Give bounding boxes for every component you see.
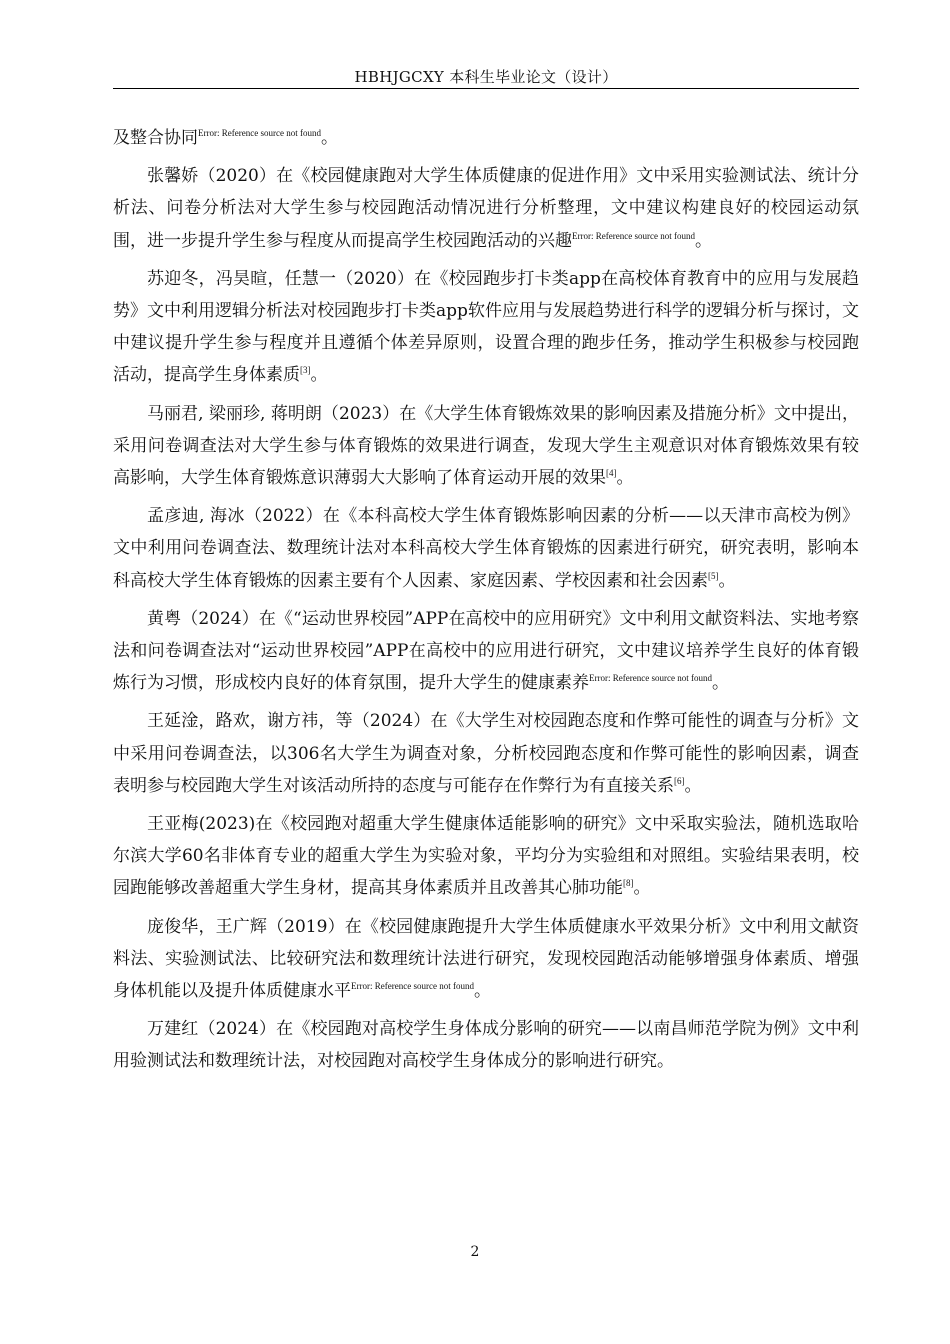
- paragraph-tail: 。: [473, 981, 491, 1002]
- paragraph-text: 孟彦迪, 海冰（2022）在《本科高校大学生体育锻炼影响因素的分析——以天津市高校为例》文中利用问卷调查法、数理统计法对本科高校大学生体育锻炼的因素进行研究，研究表明，影响本科高校大学生体育锻炼的因素主要有个人因素、家庭因素、学校因素和社会因素: [113, 506, 859, 591]
- paragraph-text: 庞俊华，王广辉（2019）在《校园健康跑提升大学生体质健康水平效果分析》文中利用文献资料法、实验测试法、比较研究法和数理统计法进行研究，发现校园跑活动能够增强身体素质、增强身体机能以及提升体质健康水平: [113, 916, 859, 1002]
- page-number: 2: [470, 1244, 480, 1260]
- paragraph-ma: [113, 398, 859, 495]
- citation-note: [8]: [623, 878, 634, 889]
- paragraph-tail: 。: [711, 673, 729, 694]
- paragraph-continuation: [113, 122, 859, 154]
- citation-note: Error: Reference source not found: [351, 981, 474, 992]
- paragraph-text: 万建红（2024）在《校园跑对高校学生身体成分影响的研究——以南昌师范学院为例》文中利用验测试法和数理统计法，对校园跑对高校学生身体成分的影响进行研究。: [113, 1019, 859, 1072]
- paragraph-text: 苏迎冬，冯昊暄，任慧一（2020）在《校园跑步打卡类app在高校体育教育中的应用与发展趋势》文中利用逻辑分析法对校园跑步打卡类app软件应用与发展趋势进行科学的逻辑分析与探讨，文中建议提升学生参与程度并且遵循个体差异原则，设置合理的跑步任务，推动学生积极参与校园跑活动，提高学生身体素质: [113, 268, 859, 386]
- paragraph-text: 马丽君, 梁丽珍, 蒋明朗（2023）在《大学生体育锻炼效果的影响因素及措施分析》文中提出，采用问卷调查法对大学生参与体育锻炼的效果进行调查，发现大学生主观意识对体育锻炼效果有较高影响，大学生体育锻炼意识薄弱大大影响了体育运动开展的效果: [113, 403, 859, 489]
- paragraph-wan: [113, 1013, 859, 1077]
- paragraph-su: [113, 263, 859, 392]
- paragraph-tail: 。: [320, 128, 338, 148]
- paragraph-huang: [113, 603, 859, 700]
- paragraph-wang-yangan: [113, 705, 859, 802]
- citation-note: [4]: [606, 468, 617, 479]
- paragraph-tail: 。: [310, 365, 328, 386]
- paragraph-pang: [113, 911, 859, 1008]
- paragraph-text: 王亚梅(2023)在《校园跑对超重大学生健康体适能影响的研究》文中采取实验法，随机选取哈尔滨大学60名非体育专业的超重大学生为实验对象，平均分为实验组和对照组。实验结果表明，校园跑能够改善超重大学生身材，提高其身体素质并且改善其心肺功能: [113, 814, 859, 899]
- paragraph-text: 黄粤（2024）在《“运动世界校园”APP在高校中的应用研究》文中利用文献资料法、实地考察法和问卷调查法对“运动世界校园”APP在高校中的应用进行研究，文中建议培养学生良好的体育锻炼行为习惯，形成校内良好的体育氛围，提升大学生的健康素养: [113, 608, 859, 694]
- citation-note: Error: Reference source not found: [572, 230, 695, 241]
- citation-note: Error: Reference source not found: [589, 673, 712, 684]
- paragraph-tail: 。: [616, 468, 634, 489]
- paragraph-zhang: [113, 160, 859, 257]
- body-text: [113, 122, 859, 1084]
- paragraph-text: 及整合协同: [113, 128, 198, 148]
- paragraph-text: 王延淦，路欢，谢方祎，等（2024）在《大学生对校园跑态度和作弊可能性的调查与分析》文中采用问卷调查法，以306名大学生为调查对象，分析校园跑态度和作弊可能性的影响因素，调查表明参与校园跑大学生对该活动所持的态度与可能存在作弊行为有直接关系: [113, 711, 859, 796]
- header-divider: [113, 88, 859, 89]
- paragraph-text: 张馨娇（2020）在《校园健康跑对大学生体质健康的促进作用》文中采用实验测试法、统计分析法、问卷分析法对大学生参与校园跑活动情况进行分析整理，文中建议构建良好的校园运动氛围，进一步提升学生参与程度从而提高学生校园跑活动的兴趣: [113, 166, 859, 251]
- paragraph-tail: 。: [633, 878, 651, 899]
- citation-note: [5]: [708, 570, 719, 581]
- citation-note: Error: Reference source not found: [198, 128, 321, 138]
- paragraph-wang-yamei: [113, 808, 859, 905]
- citation-note: [3]: [300, 365, 311, 376]
- paragraph-meng: [113, 500, 859, 597]
- citation-note: [6]: [674, 775, 685, 786]
- running-header: HBHJGCXY 本科生毕业论文（设计）: [354, 68, 618, 86]
- paragraph-tail: 。: [684, 775, 702, 796]
- paragraph-tail: 。: [718, 570, 736, 591]
- paragraph-tail: 。: [694, 230, 712, 251]
